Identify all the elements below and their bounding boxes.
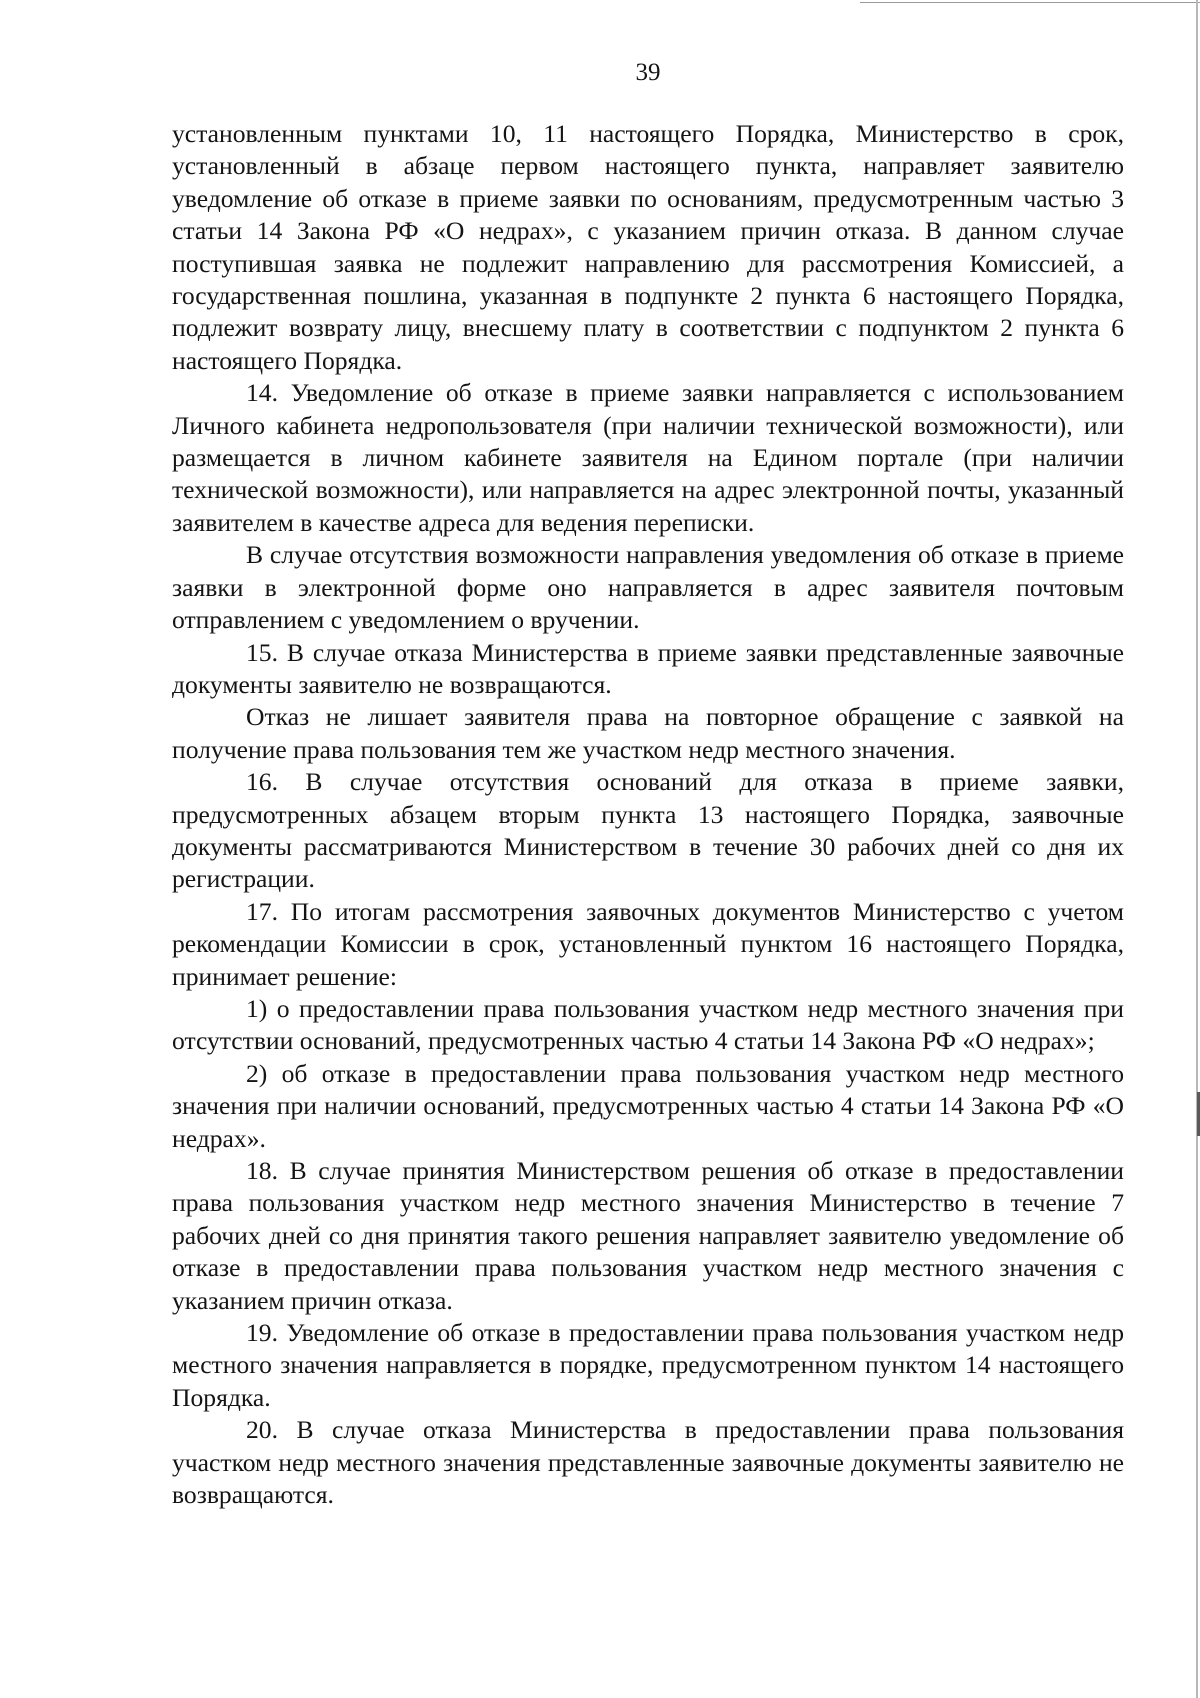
paragraph: 16. В случае отсутствия оснований для отказа в приеме заявки, предусмотренных абзацем вторым пункта 13 настоящего Порядка, заявочные документы рассматриваются Министерством в течение 30 рабочих дней со дня их регистрации. [172,767,1124,894]
scan-edge-line [860,2,1200,3]
paragraph: 19. Уведомление об отказе в предоставлении права пользования участком недр местного значения направляется в порядке, предусмотренном пунктом 14 настоящего Порядка. [172,1318,1124,1412]
paragraph: 15. В случае отказа Министерства в приеме заявки представленные заявочные документы заявителю не возвращаются. [172,637,1124,699]
paragraph: В случае отсутствия возможности направления уведомления об отказе в приеме заявки в электронной форме оно направляется в адрес заявителя почтовым отправлением с уведомлением о вручении. [172,540,1124,635]
list-item: 1) о предоставлении права пользования участком недр местного значения при отсутствии оснований, предусмотренных частью 4 статьи 14 Закона РФ «О недрах»; [172,993,1124,1056]
paragraph: 14. Уведомление об отказе в приеме заявки направляется с использованием Личного кабинета недропользователя (при наличии технической возможности), или размещается в личном кабинете заявителя на Едином портале (при наличии технической возможности), или направляется на адрес электронной почты, указанный заявителем в качестве адреса для ведения переписки. [172,378,1124,537]
paragraph: 17. По итогам рассмотрения заявочных документов Министерство с учетом рекомендации Комиссии в срок, установленный пунктом 16 настоящего Порядка, принимает решение: [172,896,1124,991]
paragraph: 20. В случае отказа Министерства в предоставлении права пользования участком недр местного значения представленные заявочные документы заявителю не возвращаются. [172,1415,1124,1510]
page-number: 39 [635,59,661,86]
paragraph: установленным пунктами 10, 11 настоящего Порядка, Министерство в срок, установленный в абзаце первом настоящего пункта, направляет заявителю уведомление об отказе в приеме заявки по основаниям, предусмотренным частью 3 статьи 14 Закона РФ «О недрах», с указанием причин отказа. В данном случае поступившая заявка не подлежит направлению для рассмотрения Комиссией, а государственная пошлина, указанная в подпункте 2 пункта 6 настоящего Порядка, подлежит возврату лицу, внесшему плату в соответствии с подпунктом 2 пункта 6 настоящего Порядка. [172,119,1124,375]
paragraph: Отказ не лишает заявителя права на повторное обращение с заявкой на получение права пользования тем же участком недр местного значения. [172,702,1124,764]
scan-edge-line [1196,0,1198,1698]
paragraph: 18. В случае принятия Министерством решения об отказе в предоставлении права пользования участком недр местного значения Министерство в течение 7 рабочих дней со дня принятия такого решения направляет заявителю уведомление об отказе в предоставлении права пользования участком недр местного значения с указанием причин отказа. [172,1156,1124,1315]
document-body [172,118,1124,1511]
list-item: 2) об отказе в предоставлении права пользования участком недр местного значения при наличии оснований, предусмотренных частью 4 статьи 14 Закона РФ «О недрах». [172,1058,1124,1153]
